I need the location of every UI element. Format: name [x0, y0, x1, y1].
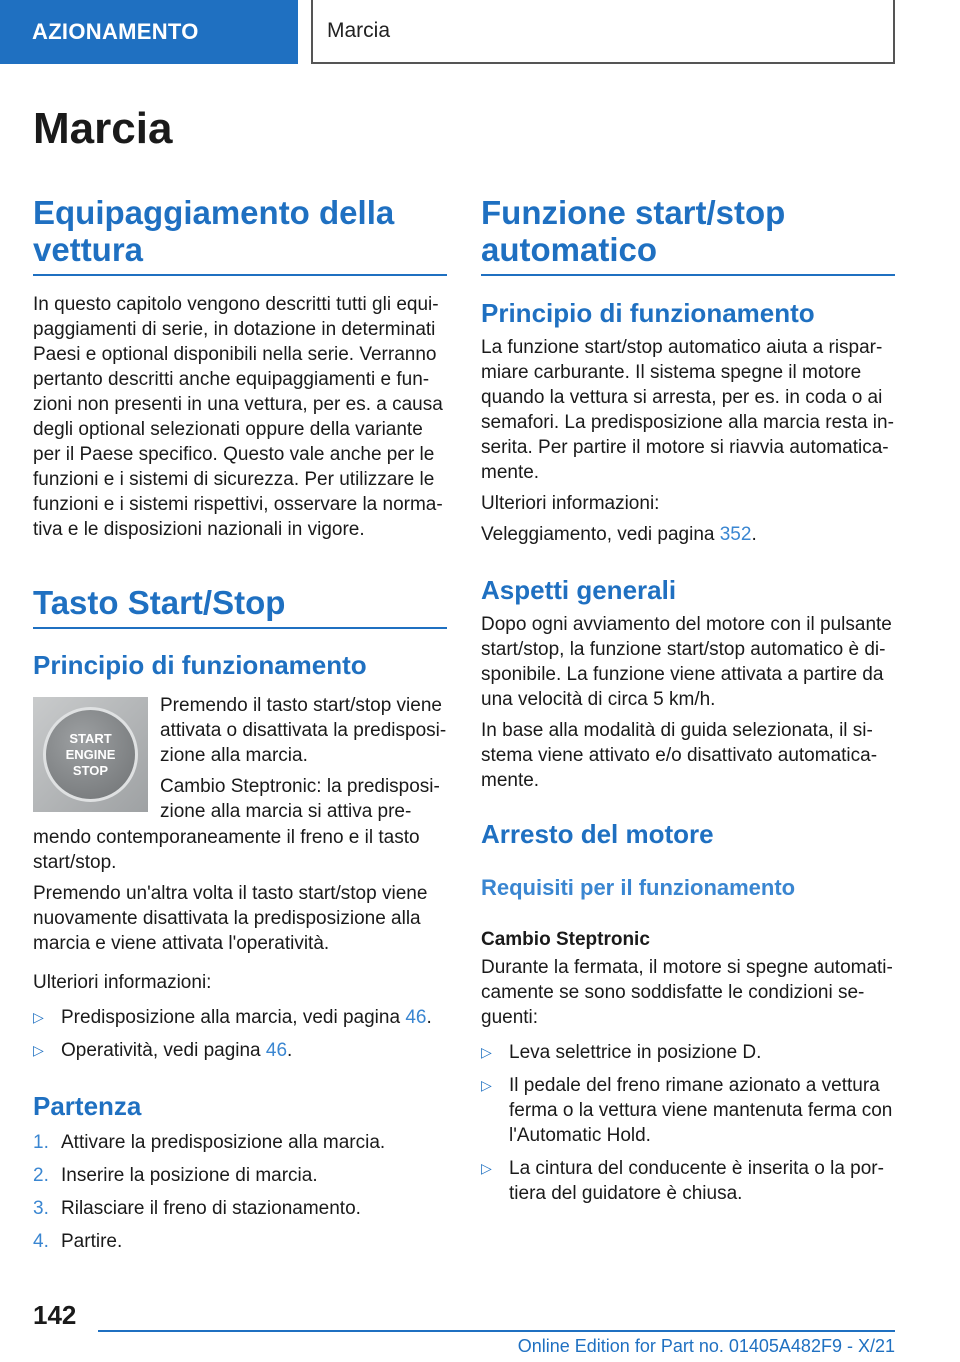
tasto-title: Tasto Start/Stop [33, 584, 447, 629]
chapter-tab [0, 0, 298, 64]
triangle-bullet-icon: ▷ [33, 1009, 44, 1025]
list-item [33, 1229, 447, 1254]
edition-note: Online Edition for Part no. 01405A482F9 - X/21 [517, 1336, 895, 1356]
button-label-engine: ENGINE [65, 746, 116, 762]
link-end: . [287, 1040, 293, 1061]
arresto-title: Arresto del motore [481, 819, 714, 849]
list-item [481, 1040, 895, 1065]
list-item [33, 1130, 447, 1155]
list-item [481, 1156, 895, 1206]
page-number: 142 [33, 1300, 77, 1330]
list-item [481, 1073, 895, 1148]
equip-text: In questo capitolo vengono descritti tutti gli equi-paggiamenti di serie, in dotazione in determinati Paesi e optional disponibili nella serie. Verranno pertanto descritti anche equipaggiamenti e fun-zioni non presenti in una vettura, per es. a causa degli optional selezionati oppure della variante per il Paese specifico. Questo vale anche per le funzioni e i sistemi di sicurezza. Per utilizzare le funzioni e i sistemi rispettivi, osservare la norma-tiva e le disposizioni nazionali in vigore. [33, 294, 443, 540]
tasto-principio-p2b: mendo contemporaneamente il freno e il tasto start/stop. [33, 827, 420, 873]
link-text: Operatività, vedi pagina [61, 1040, 266, 1061]
aspetti-p2: In base alla modalità di guida selezionata, il si-stema viene attivato e/o disattivato automatica-mente. [481, 720, 878, 791]
step-text: Partire. [61, 1231, 123, 1252]
step-text: Attivare la predisposizione alla marcia. [61, 1132, 386, 1153]
funzione-title: Funzione start/stop automatico [481, 194, 895, 276]
tasto-principio-title: Principio di funzionamento [33, 650, 367, 680]
page-link-46[interactable]: 46 [405, 1007, 427, 1028]
tasto-principio-p3: Premendo un'altra volta il tasto start/stop viene nuovamente disattivata la predisposizione alla marcia e viene attivata l'operatività. [33, 883, 428, 954]
step-number: 4. [33, 1231, 49, 1252]
equip-title: Equipaggiamento della vettura [33, 194, 447, 276]
partenza-steps [33, 1130, 447, 1254]
tasto-ulteriori: Ulteriori informazioni: [33, 972, 212, 993]
step-number: 2. [33, 1165, 49, 1186]
triangle-bullet-icon: ▷ [481, 1160, 492, 1176]
condition-text: Il pedale del freno rimane azionato a vettura ferma o la vettura viene mantenuta ferma con l'Automatic Hold. [509, 1075, 893, 1146]
partenza-title: Partenza [33, 1091, 142, 1121]
veleggiamento-end: . [751, 524, 757, 545]
step-text: Inserire la posizione di marcia. [61, 1165, 318, 1186]
cambio-text: Durante la fermata, il motore si spegne automati-camente se sono soddisfatte le condizioni se-guenti: [481, 957, 893, 1028]
condition-text: La cintura del conducente è inserita o la por-tiera del guidatore è chiusa. [509, 1158, 884, 1204]
aspetti-p1: Dopo ogni avviamento del motore con il pulsante start/stop, la funzione start/stop automatico è di-sponibile. La funzione viene attivata a partire da una velocità di circa 5 km/h. [481, 614, 892, 710]
start-stop-button-icon [43, 707, 138, 802]
list-item [33, 1196, 447, 1221]
triangle-bullet-icon: ▷ [481, 1044, 492, 1060]
requisiti-title: Requisiti per il funzionamento [481, 875, 796, 900]
triangle-bullet-icon: ▷ [33, 1042, 44, 1058]
button-label-stop: STOP [72, 762, 109, 778]
link-text: Predisposizione alla marcia, vedi pagina [61, 1007, 406, 1028]
list-item [33, 1038, 447, 1063]
triangle-bullet-icon: ▷ [481, 1077, 492, 1093]
funzione-principio-title: Principio di funzionamento [481, 298, 815, 328]
list-item [33, 1163, 447, 1188]
page-link-46[interactable]: 46 [265, 1040, 288, 1061]
veleggiamento-text: Veleggiamento, vedi pagina [481, 524, 720, 545]
section-header [311, 0, 895, 64]
start-stop-button-image [33, 697, 148, 812]
tasto-principio-p1: Premendo il tasto start/stop viene attivata o disattivata la predisposi-zione alla marcia. [160, 695, 447, 766]
cambio-title: Cambio Steptronic [481, 929, 650, 950]
funzione-principio-text: La funzione start/stop automatico aiuta a rispar-miare carburante. Il sistema spegne il motore quando la vettura si arresta, per es. in coda o ai semafori. La predisposizione alla marcia resta in-serita. Per partire il motore si riavvia automatica-mente. [481, 337, 894, 483]
section-header-label: Marcia [327, 19, 391, 42]
page-title: Marcia [33, 104, 173, 153]
tasto-principio-p2a: Cambio Steptronic: la predisposi-zione alla marcia si attiva pre- [160, 776, 440, 822]
funzione-ulteriori: Ulteriori informazioni: [481, 493, 660, 514]
tasto-links-list [33, 1005, 447, 1063]
chapter-tab-label: AZIONAMENTO [32, 19, 199, 44]
step-number: 3. [33, 1198, 49, 1219]
step-number: 1. [33, 1132, 49, 1153]
veleggiamento-ref [481, 522, 895, 547]
list-item [33, 1005, 447, 1030]
page-link-352[interactable]: 352 [719, 524, 752, 545]
conditions-list [481, 1040, 895, 1206]
condition-text: Leva selettrice in posizione D. [509, 1042, 762, 1063]
footer-divider [98, 1330, 895, 1332]
step-text: Rilasciare il freno di stazionamento. [61, 1198, 361, 1219]
button-label-start: START [69, 730, 112, 746]
link-end: . [426, 1007, 432, 1028]
aspetti-title: Aspetti generali [481, 575, 677, 605]
